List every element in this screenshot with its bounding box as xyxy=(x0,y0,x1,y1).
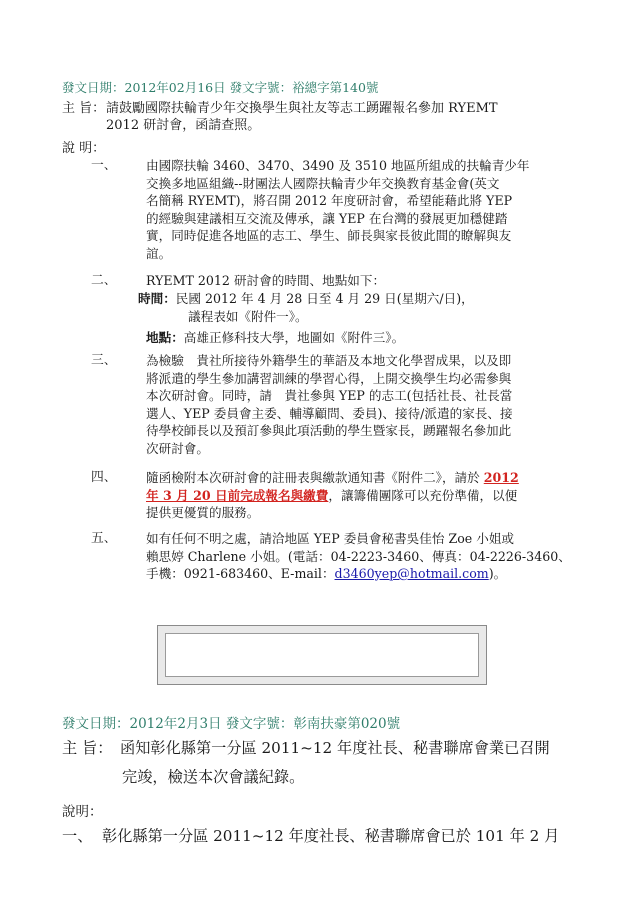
blank-frame-inner xyxy=(165,633,479,677)
item-line: 賴思婷 Charlene 小姐。(電話：04-2223-3460、傳真：04-2226-3460、 xyxy=(146,548,571,564)
item-line: 將派遣的學生參加講習訓練的學習心得，上開交換學生均必需參與 xyxy=(146,370,512,386)
item-number: 一、 xyxy=(91,158,117,173)
item-line: 由國際扶輪 3460、3470、3490 及 3510 地區所組成的扶輪青少年 xyxy=(146,158,530,173)
item-text: )。 xyxy=(488,566,507,581)
blank-frame-box xyxy=(157,625,487,685)
item-line: 提供更優質的服務。 xyxy=(146,505,260,520)
place-label: 地點： xyxy=(146,330,184,345)
deadline-text: 年 3 月 20 日前完成報名與繳費 xyxy=(146,487,329,503)
subject-label: 主 旨： xyxy=(62,739,113,757)
deadline-year: 2012 xyxy=(483,470,519,485)
item-line: 本次研討會。同時，請 貴社參與 YEP 的志工(包括社長、社長當 xyxy=(146,388,513,403)
item-lead: RYEMT 2012 研討會的時間、地點如下： xyxy=(146,273,386,288)
item-number: 三、 xyxy=(91,353,117,368)
item-line: 如有任何不明之處，請洽地區 YEP 委員會秘書吳佳怡 Zoe 小姐或 xyxy=(146,531,515,546)
subject-label: 主 旨： xyxy=(62,101,106,116)
item-number: 一、 xyxy=(62,827,93,845)
doc1-explain-label: 說 明： xyxy=(62,141,106,156)
place-text: 高雄正修科技大學，地圖如《附件三》。 xyxy=(183,330,405,345)
item-line: 交換多地區組織--財團法人國際扶輪青少年交換教育基金會(英文 xyxy=(146,175,500,191)
item-line: 的經驗與建議相互交流及傳承，讓 YEP 在台灣的發展更加穩健踏 xyxy=(146,210,508,226)
item-body xyxy=(146,352,578,457)
subject-text: 函知彰化縣第一分區 2011~12 年度社長、秘書聯席會業已召開 xyxy=(120,739,550,757)
doc1-item-1 xyxy=(0,157,644,267)
email-link[interactable]: d3460yep@hotmail.com xyxy=(334,566,489,581)
time-continuation: 議程表如《附件一》。 xyxy=(188,309,308,324)
time-row xyxy=(138,290,474,308)
item-number: 二、 xyxy=(91,273,117,288)
item-line: 選人、YEP 委員會主委、輔導顧問、委員)、接待/派遣的家長、接 xyxy=(146,405,513,421)
item-body xyxy=(146,469,578,522)
item-text: 隨函檢附本次研討會的註冊表與繳款通知書《附件二》，請於 xyxy=(146,470,484,485)
item-body xyxy=(146,530,578,583)
time-label: 時間： xyxy=(138,291,176,306)
item-text: 手機：0921-683460、E-mail： xyxy=(146,566,335,581)
doc2-explain-label: 說明： xyxy=(62,804,103,820)
item-line: 次研討會。 xyxy=(146,440,209,456)
item-text: ，讓籌備團隊可以充份準備，以便 xyxy=(328,487,518,503)
doc1-header: 發文日期：2012年02月16日 發文字號：裕總字第140號 xyxy=(62,80,379,95)
subject-text: 請鼓勵國際扶輪青少年交換學生與社友等志工踴躍報名參加 RYEMT xyxy=(106,101,498,116)
doc1-item-5 xyxy=(0,530,644,586)
place-row xyxy=(146,329,404,347)
item-number: 四、 xyxy=(91,470,117,485)
doc2-subject xyxy=(62,734,602,794)
item-line xyxy=(146,487,578,505)
doc1-item-3 xyxy=(0,352,644,462)
item-text: 彰化縣第一分區 2011~12 年度社長、秘書聯席會已於 101 年 2 月 xyxy=(102,827,560,845)
subject-continuation: 完竣，檢送本次會議紀錄。 xyxy=(122,768,305,786)
item-line: 實，同時促進各地區的志工、學生、師長與家長彼此間的瞭解與友 xyxy=(146,228,512,243)
item-line xyxy=(146,565,578,583)
item-line: 待學校師長以及預訂參與此項活動的學生暨家長，踴躍報名參加此 xyxy=(146,423,512,438)
doc1-item-2 xyxy=(0,272,644,344)
item-line xyxy=(146,469,578,487)
item-line: 為檢驗 貴社所接待外籍學生的華語及本地文化學習成果，以及即 xyxy=(146,353,512,368)
item-number: 五、 xyxy=(91,531,117,546)
item-line: 名簡稱 RYEMT)，將召開 2012 年度研討會，希望能藉此將 YEP xyxy=(146,193,513,208)
subject-continuation: 2012 研討會，函請查照。 xyxy=(106,118,261,133)
item-line: 誼。 xyxy=(146,245,172,261)
time-text: 民國 2012 年 4 月 28 日至 4 月 29 日(星期六/日)， xyxy=(175,291,474,306)
doc1-item-4 xyxy=(0,469,644,525)
doc2-header: 發文日期：2012年2月3日 發文字號：彰南扶豪第020號 xyxy=(62,716,401,732)
item-body xyxy=(146,157,578,262)
